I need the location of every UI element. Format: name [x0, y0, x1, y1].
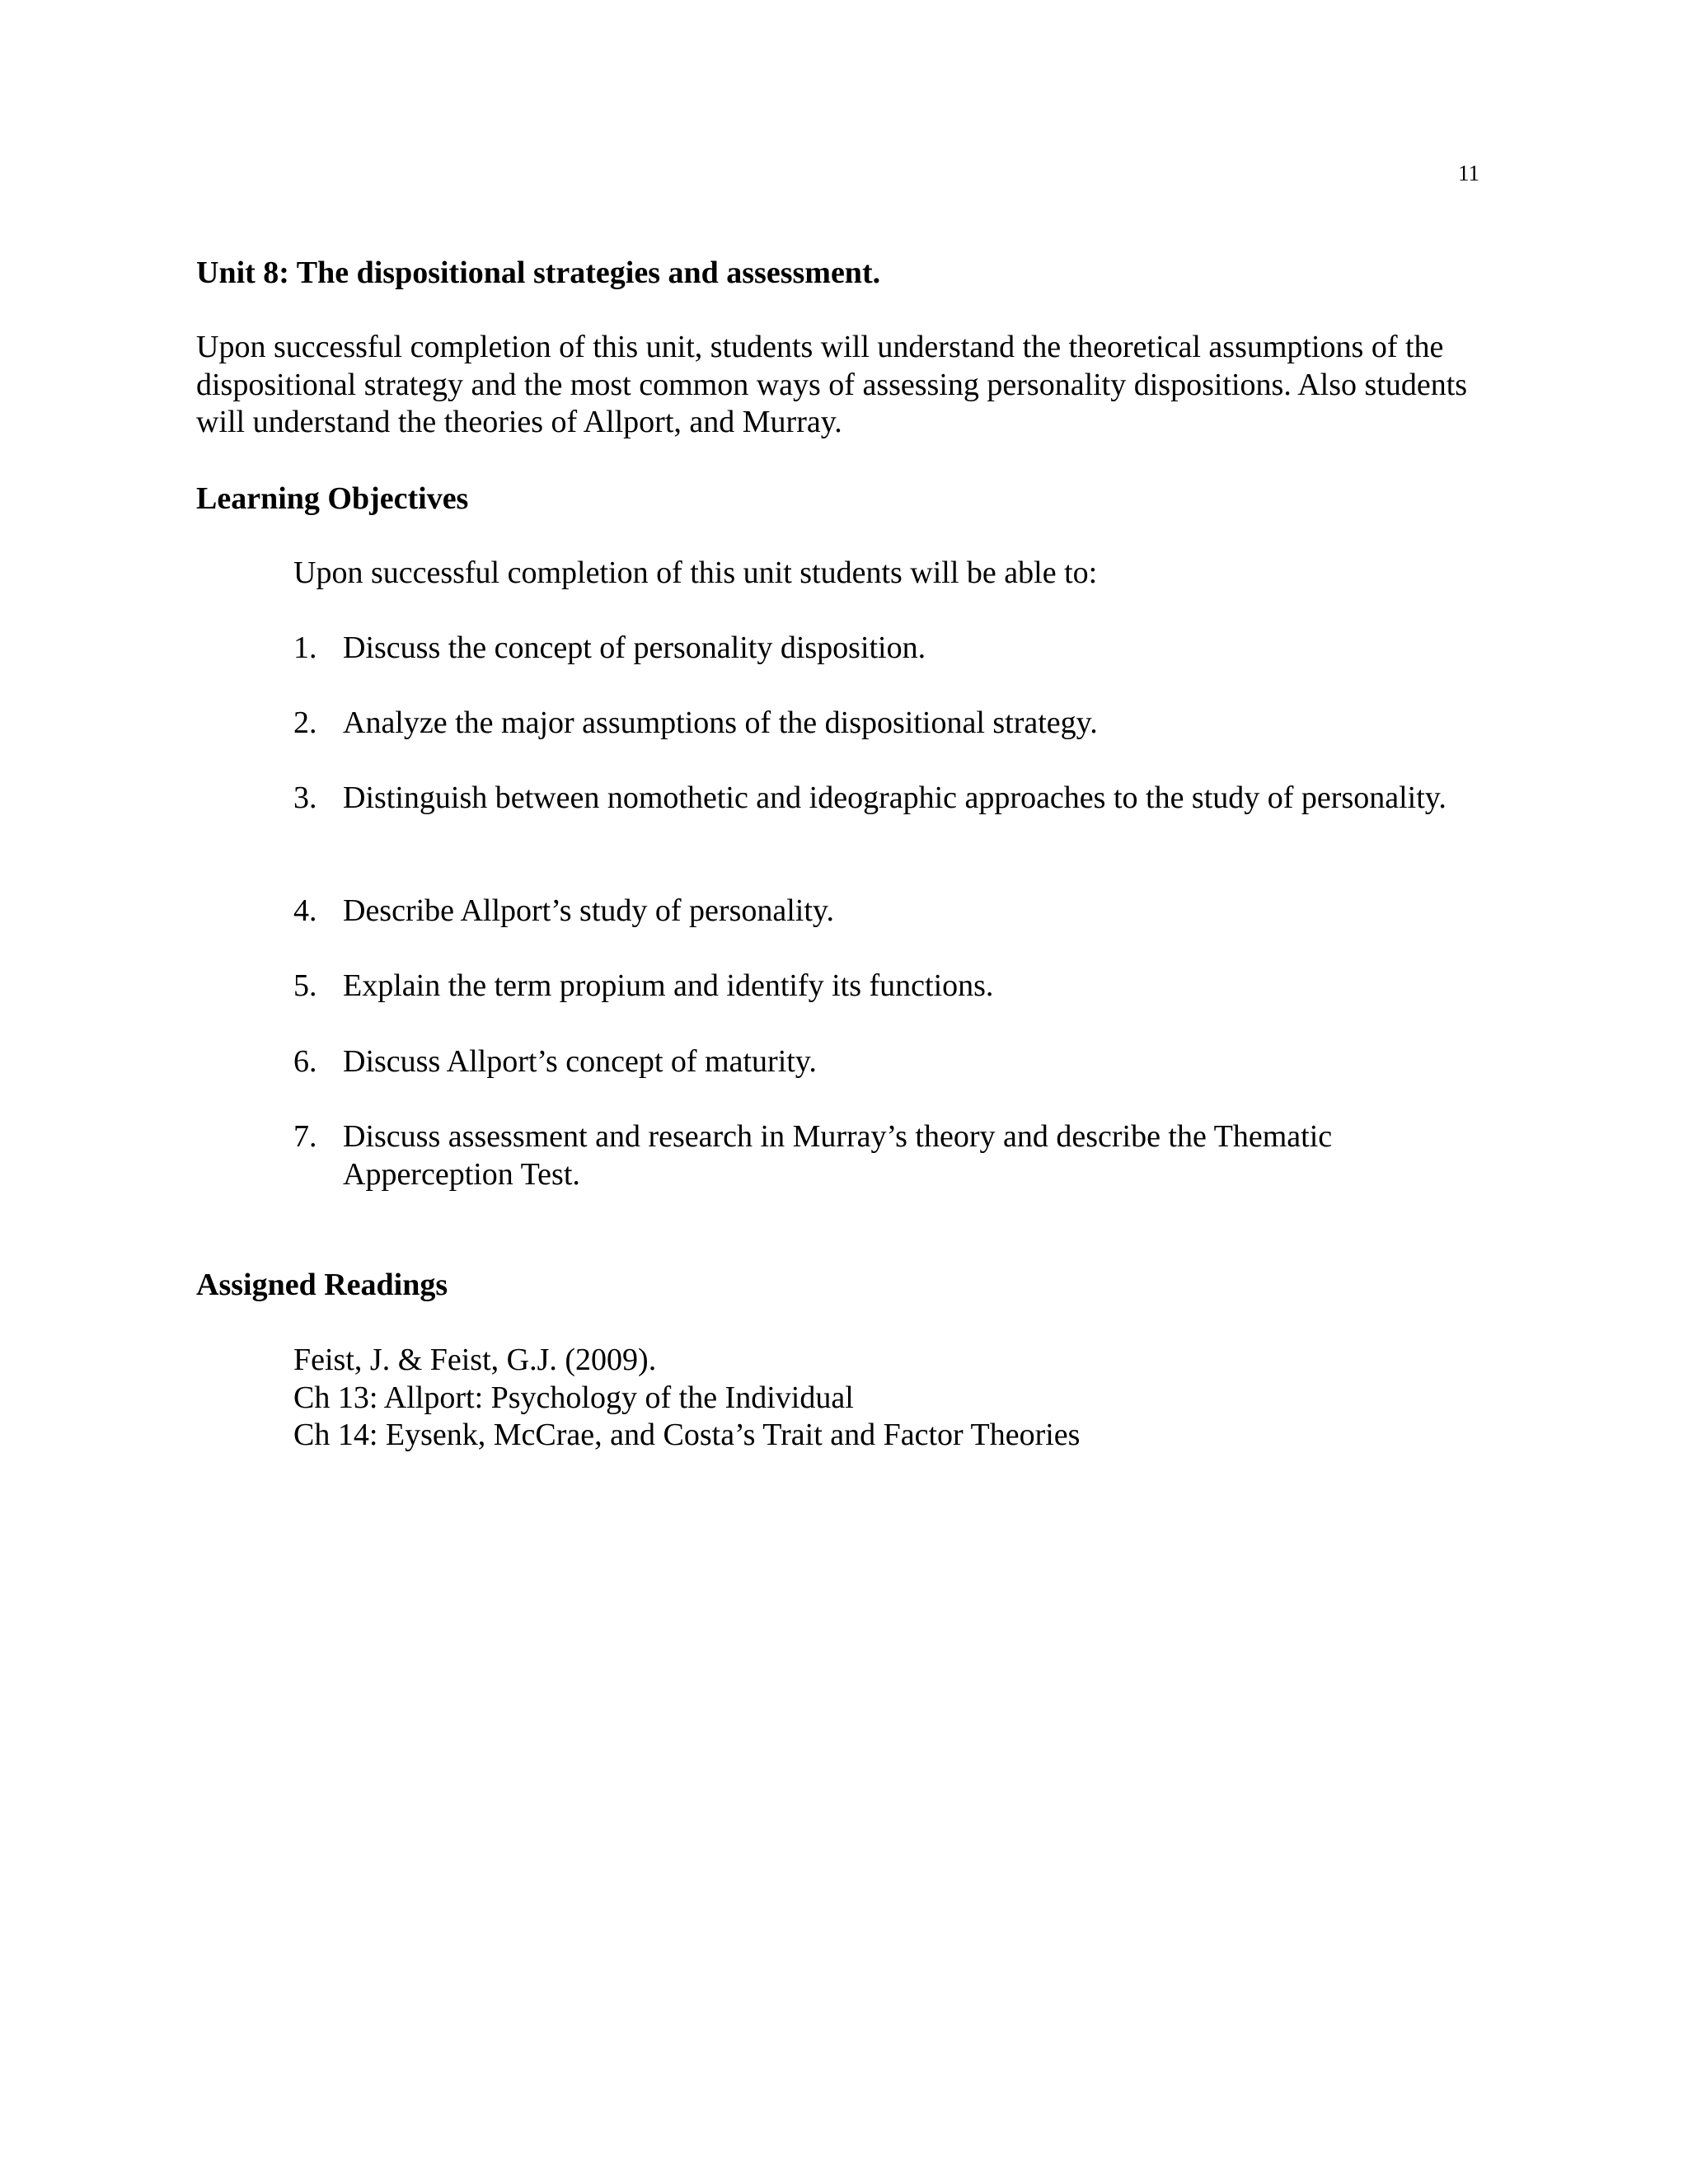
objective-number: 2.	[293, 705, 317, 740]
objective-item	[293, 705, 1480, 743]
objective-text: Describe Allport’s study of personality.	[343, 893, 834, 928]
page-number: 11	[1458, 161, 1479, 185]
objective-number: 6.	[293, 1044, 317, 1079]
objective-item	[293, 780, 1480, 818]
objective-number: 7.	[293, 1119, 317, 1154]
reading-line: Feist, J. & Feist, G.J. (2009).	[293, 1343, 657, 1377]
objective-text: Distinguish between nomothetic and ideographic approaches to the study of personality.	[343, 780, 1447, 815]
objective-number: 1.	[293, 630, 317, 665]
objective-text: Discuss assessment and research in Murray’s theory and describe the Thematic Apperception Test.	[343, 1119, 1333, 1192]
objective-item	[293, 1118, 1480, 1193]
assigned-readings-heading: Assigned Readings	[196, 1268, 448, 1302]
objective-text: Analyze the major assumptions of the dispositional strategy.	[343, 705, 1098, 740]
reading-line: Ch 13: Allport: Psychology of the Individual	[293, 1380, 854, 1415]
learning-objectives-heading: Learning Objectives	[196, 481, 469, 516]
objective-number: 5.	[293, 968, 317, 1003]
assigned-readings-list	[293, 1342, 1080, 1455]
objective-text: Discuss the concept of personality disposition.	[343, 630, 926, 665]
objective-text: Explain the term propium and identify its functions.	[343, 968, 994, 1003]
objective-text: Discuss Allport’s concept of maturity.	[343, 1044, 817, 1079]
objective-item	[293, 893, 1480, 930]
objective-number: 4.	[293, 893, 317, 928]
objective-number: 3.	[293, 780, 317, 815]
reading-line: Ch 14: Eysenk, McCrae, and Costa’s Trait and Factor Theories	[293, 1418, 1081, 1452]
unit-title: Unit 8: The dispositional strategies and assessment.	[196, 255, 881, 290]
unit-intro-paragraph: Upon successful completion of this unit, students will understand the theoretical assumptions of the dispositional strategy and the most common ways of assessing personality dispositions. Also students will understand the theories of Allport, and Murray.	[196, 330, 1468, 439]
objective-item	[293, 968, 1480, 1005]
learning-objectives-intro: Upon successful completion of this unit students will be able to:	[293, 555, 1098, 590]
objective-item	[293, 1043, 1480, 1081]
objective-item	[293, 630, 1480, 668]
